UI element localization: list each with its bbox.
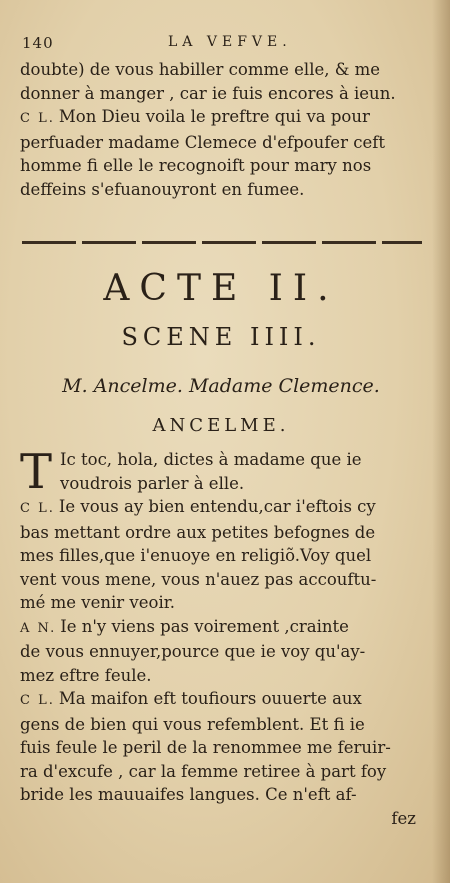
dialogue-line: mé me venir veoir.: [20, 593, 176, 612]
text-line: deffeins s'efuanouyront en fumee.: [20, 179, 305, 199]
dropcap-letter: T: [20, 444, 53, 500]
dialogue-line: bride les mauuaifes langues. Ce n'eft af-: [20, 785, 357, 804]
dialogue-line: de vous ennuyer,pource que ie voy qu'ay-: [20, 642, 366, 661]
speaker-abbrev: C L.: [20, 501, 55, 516]
dialogue-line: vent vous mene, vous n'auez pas accouftu-: [20, 569, 377, 589]
page-number: 140: [22, 34, 54, 52]
line-text: Ie n'y viens pas voirement ,crainte: [60, 616, 349, 636]
dialogue-line: bas mettant ordre aux petites befognes de: [20, 522, 376, 542]
dialogue-line: [20, 687, 422, 713]
ornamental-rule: [22, 241, 422, 244]
text-line: Ic toc, hola, dictes à madame que ie: [60, 450, 362, 469]
text-line: perfuader madame Clemece d'efpoufer ceft: [20, 132, 385, 152]
running-head: [20, 34, 422, 58]
dialogue-line: [20, 615, 422, 641]
dialogue-line: mes filles,que i'enuoye en religiõ.Voy quel: [20, 546, 372, 565]
text-line: donner à manger , car ie fuis encores à ieun.: [20, 83, 396, 103]
dialogue-line: fuis feule le peril de la renommee me feruir-: [20, 738, 391, 757]
dialogue-line: [20, 495, 422, 521]
speaker-abbrev: C L.: [20, 693, 55, 708]
character-list: M. Ancelme. Madame Clemence.: [62, 375, 380, 397]
scene-title: SCENE IIII.: [121, 323, 321, 351]
line-text: Mon Dieu voila le preftre qui va pour: [58, 107, 370, 126]
text-line: doubte) de vous habiller comme elle, & me: [20, 60, 381, 79]
text-line: [20, 105, 422, 131]
dialogue-line: gens de bien qui vous refemblent. Et fi ie: [20, 714, 365, 734]
text-line: voudrois parler à elle.: [60, 473, 245, 493]
dropcap-paragraph: [20, 444, 422, 500]
dialogue-line: mez eftre feule.: [20, 665, 152, 685]
speaker-heading: ANCELME.: [152, 415, 290, 436]
speaker-abbrev: A N.: [20, 620, 57, 636]
speaker-abbrev: C L.: [20, 111, 55, 126]
dialogue-line: ra d'excufe , car la femme retiree à part foy: [20, 761, 387, 781]
act-title: ACTE II.: [103, 268, 339, 309]
text-line: homme fi elle le recognoift pour mary nos: [20, 156, 372, 175]
line-text: Ie vous ay bien entendu,car i'eftois cy: [58, 497, 376, 516]
running-title: LA VEFVE.: [168, 34, 292, 50]
catchword: fez: [391, 808, 416, 828]
line-text: Ma maifon eft toufiours ouuerte aux: [58, 689, 362, 708]
